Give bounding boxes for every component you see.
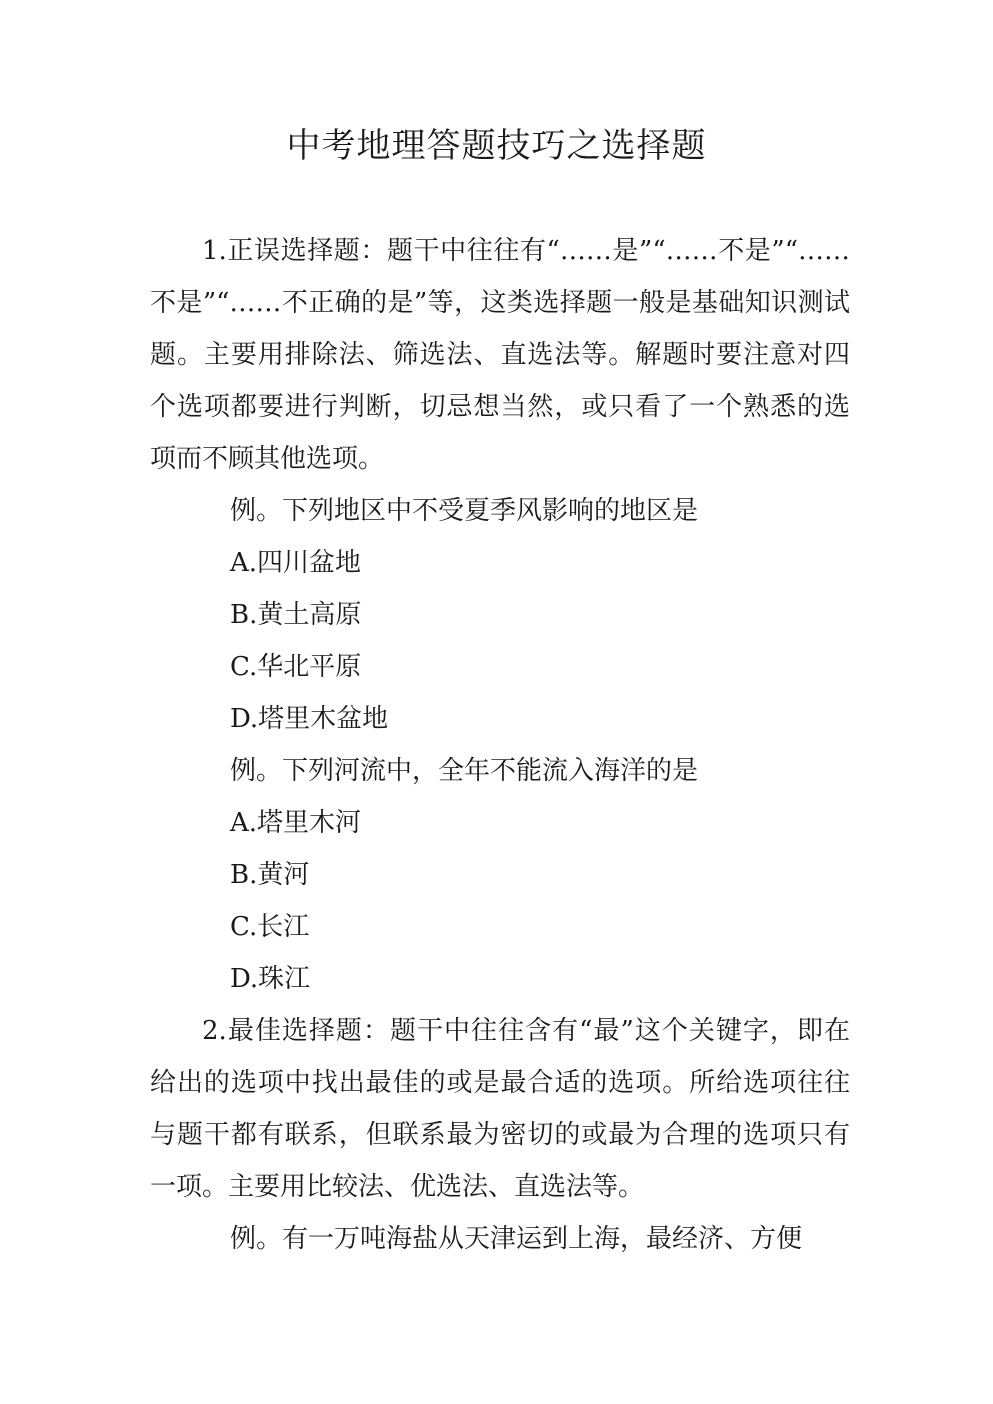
example-2-option-a: A.塔里木河 (230, 808, 362, 838)
example-1-option-b: B.黄土高原 (230, 600, 362, 630)
example-1-option-d: D.塔里木盆地 (230, 704, 389, 734)
document-title: 中考地理答题技巧之选择题 (286, 126, 707, 166)
example-1-option-c: C.华北平原 (230, 652, 362, 682)
example-2-option-b: B.黄河 (230, 860, 310, 890)
example-1-question: 例。下列地区中不受夏季风影响的地区是 (230, 496, 699, 526)
document-body (150, 225, 850, 1265)
example-2-question: 例。下列河流中，全年不能流入海洋的是 (230, 756, 699, 786)
section-2-paragraph: 2.最佳选择题：题干中往往含有“最”这个关键字，即在给出的选项中找出最佳的或是最合适的选项。所给选项往往与题干都有联系，但联系最为密切的或最为合理的选项只有一项。主要用比较法、优选法、直选法等。 (150, 1016, 850, 1202)
example-1-option-a: A.四川盆地 (230, 548, 362, 578)
example-3-question: 例。有一万吨海盐从天津运到上海，最经济、方便 (230, 1224, 803, 1254)
example-2-option-d: D.珠江 (230, 964, 311, 994)
section-1-paragraph: 1.正误选择题：题干中往往有“……是”“……不是”“……不是”“……不正确的是”等，这类选择题一般是基础知识测试题。主要用排除法、筛选法、直选法等。解题时要注意对四个选项都要进行判断，切忌想当然，或只看了一个熟悉的选项而不顾其他选项。 (150, 236, 850, 474)
example-2-option-c: C.长江 (230, 912, 310, 942)
